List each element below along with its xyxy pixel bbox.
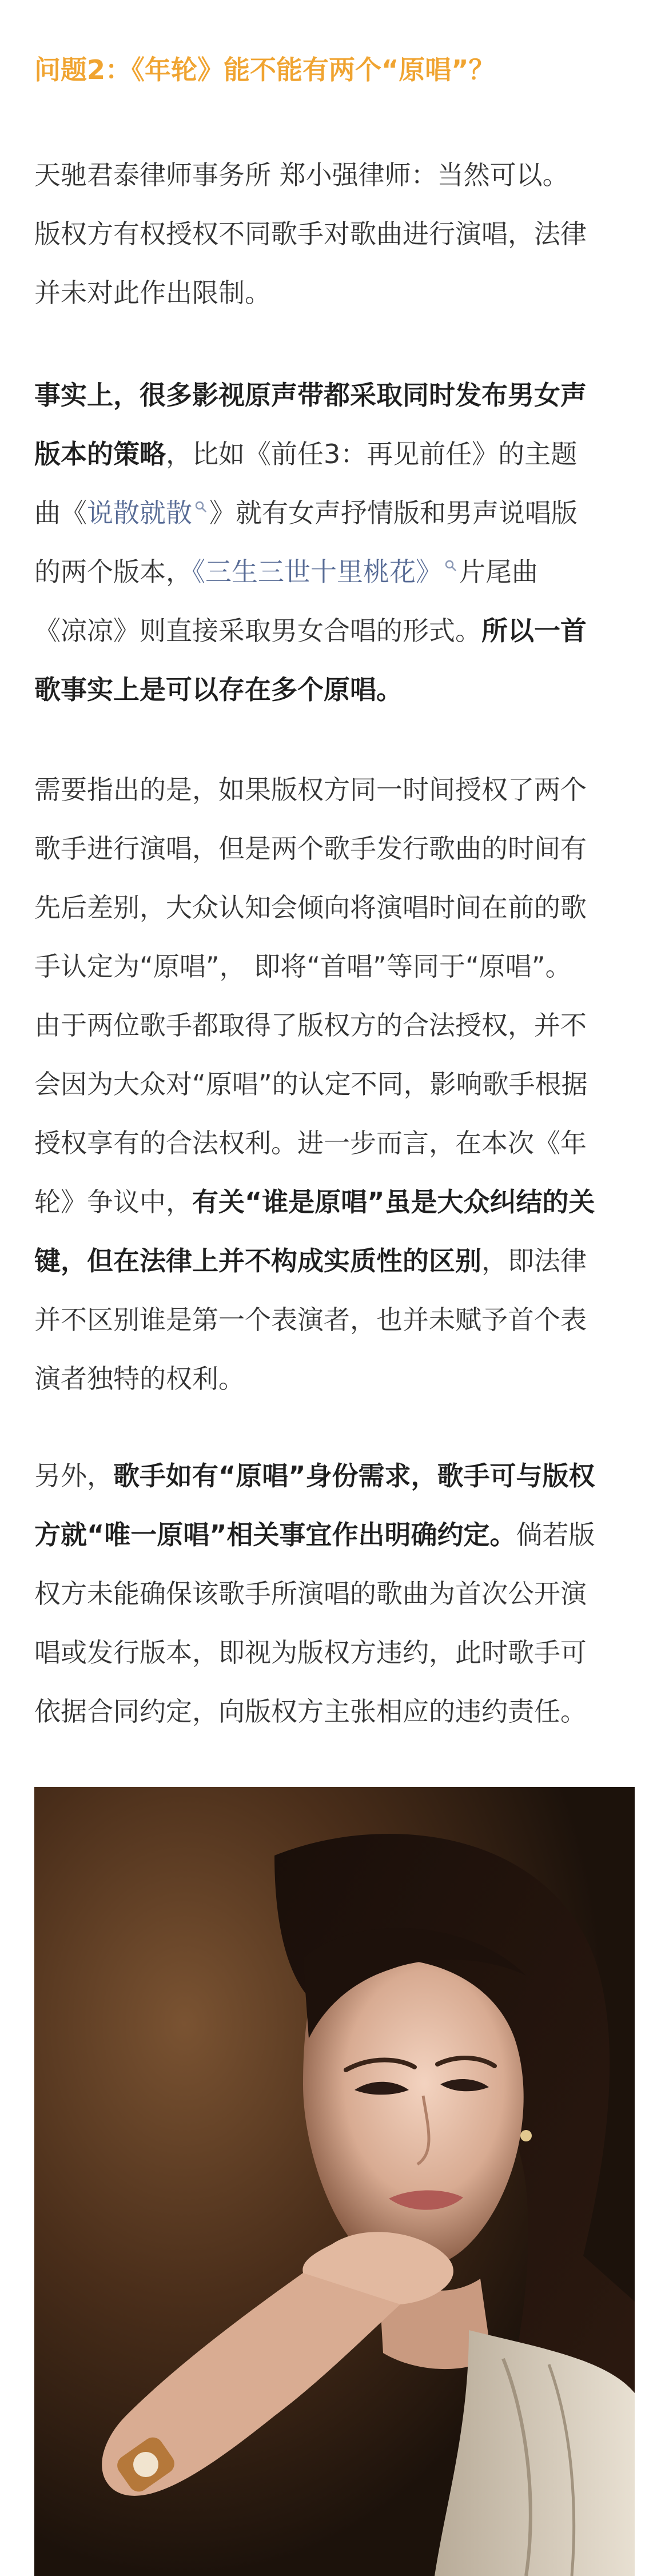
plain-text: 曲《: [34, 497, 87, 528]
bold-text: 歌事实上是可以存在多个原唱。: [34, 674, 403, 705]
paragraph-line: [34, 543, 642, 602]
plain-text: ，即法律: [481, 1245, 587, 1276]
bold-text: 有关“谁是原唱”虽是大众纠结的关: [192, 1187, 595, 1217]
search-icon[interactable]: [444, 559, 457, 572]
paragraph-line: 并未对此作出限制。: [34, 277, 271, 308]
paragraph-line: [34, 1506, 642, 1564]
paragraph-line: 先后差别，大众认知会倾向将演唱时间在前的歌: [34, 892, 587, 923]
paragraph-line: 依据合同约定，向版权方主张相应的违约责任。: [34, 1696, 587, 1727]
song-search-link[interactable]: 说散就散: [87, 497, 192, 528]
paragraph-line: [34, 484, 642, 543]
plain-text: 另外，: [34, 1460, 113, 1491]
plain-text: ，比如《前任3：再见前任》的主题: [166, 439, 578, 469]
drama-search-link[interactable]: 《三生三世十里桃花》: [192, 556, 442, 587]
paragraph-line: [34, 425, 642, 484]
plain-text: 《凉凉》则直接采取男女合唱的形式。: [34, 615, 481, 646]
plain-text: 的两个版本，: [34, 556, 192, 587]
paragraph-1: [34, 146, 642, 323]
search-icon[interactable]: [194, 500, 207, 513]
bold-text: 键，但在法律上并不构成实质性的区别: [34, 1245, 481, 1276]
paragraph-line: 授权享有的合法权利。进一步而言，在本次《年: [34, 1128, 587, 1158]
paragraph-line: 演者独特的权利。: [34, 1363, 245, 1394]
plain-text: 》就有女声抒情版和男声说唱版: [209, 497, 578, 528]
plain-text: 倘若版: [516, 1519, 595, 1550]
paragraph-line: [34, 366, 642, 425]
paragraph-2: [34, 366, 642, 719]
paragraph-line: 唱或发行版本，即视为版权方违约，此时歌手可: [34, 1637, 587, 1668]
paragraph-line: 歌手进行演唱，但是两个歌手发行歌曲的时间有: [34, 833, 587, 864]
paragraph-3: [34, 761, 642, 1408]
paragraph-line: [34, 1173, 642, 1232]
plain-text: 片尾曲: [459, 556, 538, 587]
paragraph-line: [34, 660, 642, 719]
paragraph-4: [34, 1447, 642, 1741]
paragraph-line: 会因为大众对“原唱”的认定不同，影响歌手根据: [34, 1069, 588, 1100]
paragraph-line: 天驰君泰律师事务所 郑小强律师：当然可以。: [34, 160, 569, 190]
section-heading: 问题2：《年轮》能不能有两个“原唱”？: [34, 54, 495, 85]
bold-text: 歌手如有“原唱”身份需求，歌手可与版权: [113, 1460, 595, 1491]
bold-text: 版本的策略: [34, 439, 166, 469]
paragraph-line: [34, 1232, 642, 1291]
bold-text: 所以一首: [481, 615, 587, 646]
paragraph-line: 由于两位歌手都取得了版权方的合法授权，并不: [34, 1010, 587, 1041]
paragraph-line: 并不区别谁是第一个表演者，也并未赋予首个表: [34, 1304, 587, 1335]
paragraph-line: [34, 1447, 642, 1506]
bold-text: 事实上，很多影视原声带都采取同时发布男女声: [34, 380, 587, 411]
bold-text: 方就“唯一原唱”相关事宜作出明确约定。: [34, 1519, 516, 1550]
portrait-illustration: [34, 1787, 635, 2576]
paragraph-line: 需要指出的是，如果版权方同一时间授权了两个: [34, 774, 587, 805]
paragraph-line: 权方未能确保该歌手所演唱的歌曲为首次公开演: [34, 1578, 587, 1609]
paragraph-line: [34, 602, 642, 660]
paragraph-line: 手认定为“原唱”， 即将“首唱”等同于“原唱”。: [34, 951, 572, 982]
article-photo[interactable]: [34, 1787, 635, 2576]
plain-text: 轮》争议中，: [34, 1187, 192, 1217]
paragraph-line: 版权方有权授权不同歌手对歌曲进行演唱，法律: [34, 218, 587, 249]
